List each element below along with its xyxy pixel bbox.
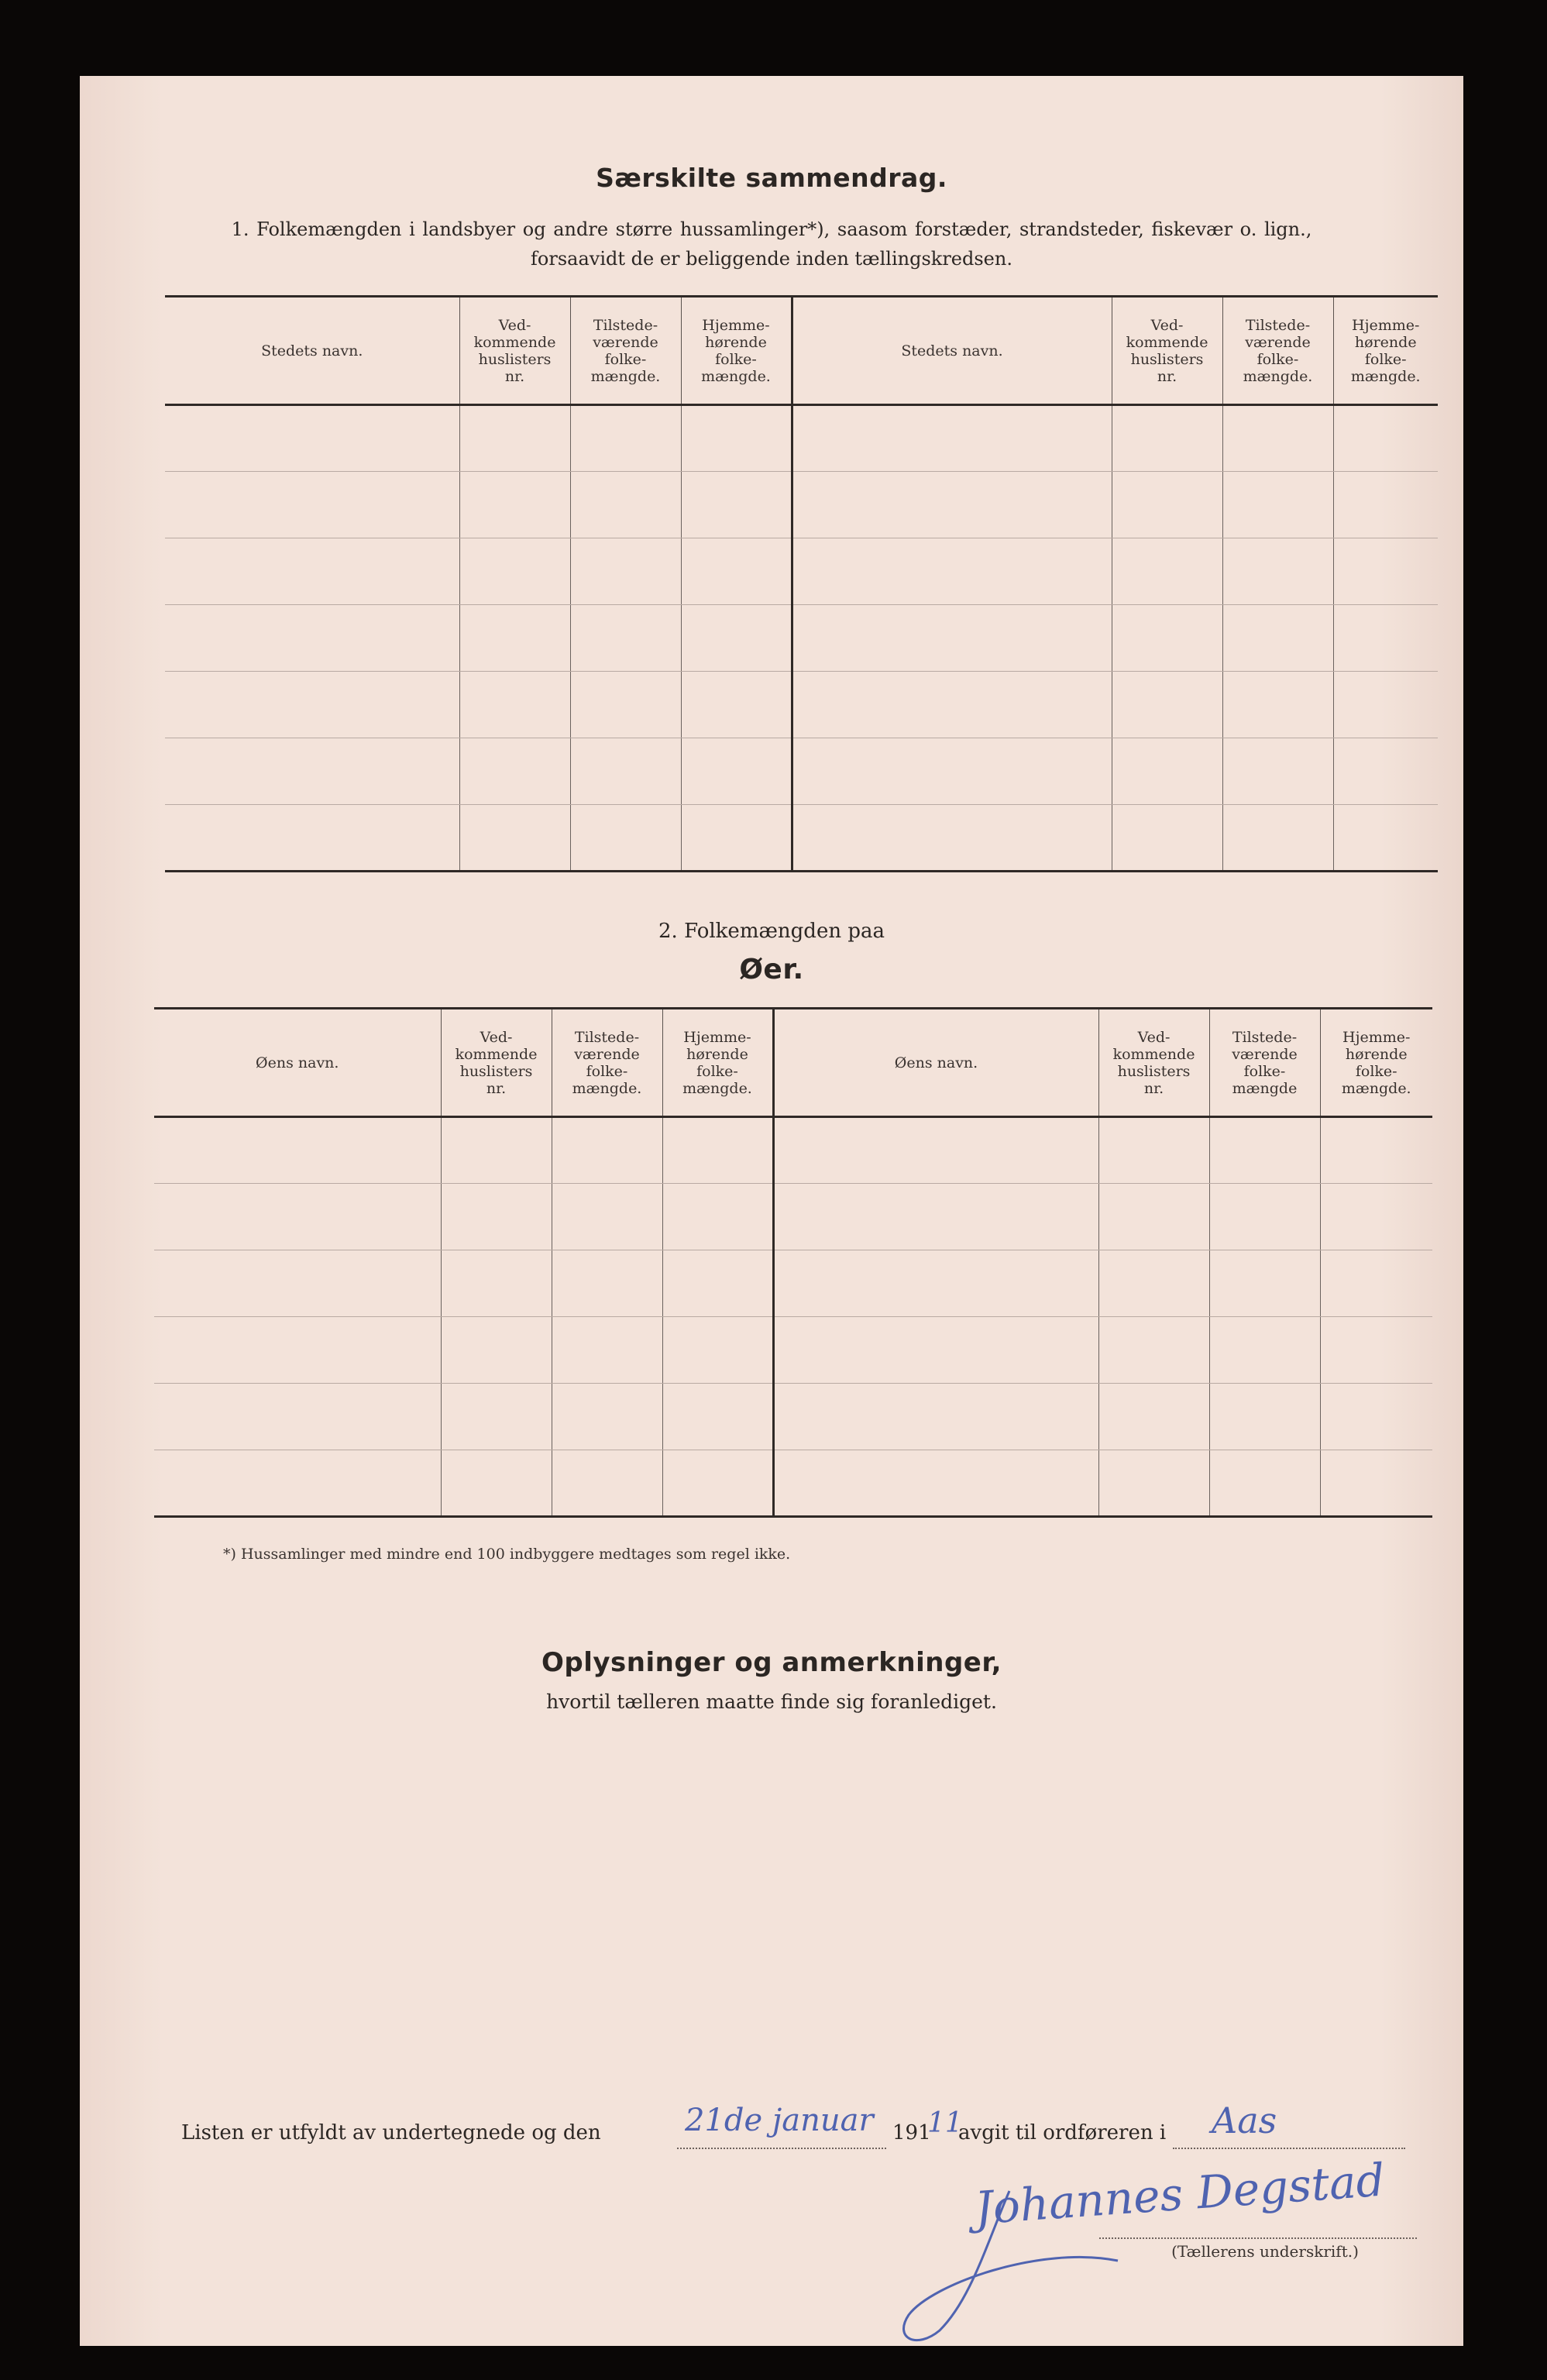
table-cell[interactable]: [459, 405, 570, 472]
place-underline: [1173, 2148, 1405, 2149]
table-cell[interactable]: [1222, 672, 1333, 738]
header-huslisters-nr: Ved- kommende huslisters nr.: [441, 1009, 552, 1117]
table-cell[interactable]: [662, 1384, 773, 1450]
table-cell[interactable]: [459, 605, 570, 672]
table-cell[interactable]: [773, 1317, 1098, 1384]
table-cell[interactable]: [1112, 405, 1222, 472]
table-cell[interactable]: [441, 1184, 552, 1250]
table-cell[interactable]: [773, 1250, 1098, 1317]
table-cell[interactable]: [1320, 1384, 1432, 1450]
table-cell[interactable]: [1098, 1117, 1209, 1184]
table-cell[interactable]: [570, 538, 681, 605]
table-row: [165, 672, 1438, 738]
header-huslisters-nr-right: Ved- kommende huslisters nr.: [1112, 297, 1222, 405]
table-cell[interactable]: [792, 538, 1112, 605]
header-huslisters-nr: Ved- kommende huslisters nr.: [459, 297, 570, 405]
section2-title: Øer.: [739, 954, 804, 985]
signature-underline: [1099, 2237, 1417, 2239]
table-row: [165, 538, 1438, 605]
table-cell[interactable]: [792, 405, 1112, 472]
signoff-line: [181, 2100, 1413, 2160]
header-tilstedevaerende: Tilstede- værende folke- mængde.: [552, 1009, 662, 1117]
header-hjemmehorende: Hjemme- hørende folke- mængde.: [681, 297, 792, 405]
table-row: [165, 405, 1438, 472]
table-cell[interactable]: [1098, 1184, 1209, 1250]
section1-heading-line1: 1. Folkemængden i landsbyer og andre større hussamlinger*), saasom forstæder, strandsteder, fiskevær o. lign.,: [231, 218, 1312, 240]
table-cell[interactable]: [773, 1450, 1098, 1517]
table-cell[interactable]: [1112, 472, 1222, 538]
table-cell[interactable]: [1222, 405, 1333, 472]
table-cell[interactable]: [1112, 605, 1222, 672]
table-cell[interactable]: [552, 1384, 662, 1450]
table-cell[interactable]: [570, 738, 681, 805]
table-cell[interactable]: [459, 738, 570, 805]
table-cell[interactable]: [441, 1317, 552, 1384]
table-cell[interactable]: [1320, 1250, 1432, 1317]
islands-table-header: [154, 1009, 1432, 1117]
header-hjemmehorende: Hjemme- hørende folke- mængde.: [662, 1009, 773, 1117]
table-row: [165, 738, 1438, 805]
census-form-page: [80, 76, 1463, 2346]
table-cell[interactable]: [1333, 538, 1438, 605]
table-cell[interactable]: [570, 805, 681, 872]
table-cell[interactable]: [773, 1384, 1098, 1450]
footnote: *) Hussamlinger med mindre end 100 indbyggere medtages som regel ikke.: [223, 1546, 791, 1563]
islands-table: [154, 1007, 1432, 1518]
table-cell[interactable]: [681, 472, 792, 538]
table-cell[interactable]: [154, 1250, 441, 1317]
table-cell[interactable]: [154, 1117, 441, 1184]
table-row: [165, 605, 1438, 672]
header-tilstedevaerende-right: Tilstede- værende folke- mængde: [1209, 1009, 1320, 1117]
table-cell[interactable]: [1333, 805, 1438, 872]
table-cell[interactable]: [792, 805, 1112, 872]
header-tilstedevaerende-right: Tilstede- værende folke- mængde.: [1222, 297, 1333, 405]
table-cell[interactable]: [1209, 1384, 1320, 1450]
table-cell[interactable]: [1333, 672, 1438, 738]
table-cell[interactable]: [1209, 1250, 1320, 1317]
table-cell[interactable]: [1333, 738, 1438, 805]
table-cell[interactable]: [165, 605, 459, 672]
table-cell[interactable]: [570, 472, 681, 538]
table-cell[interactable]: [1222, 805, 1333, 872]
table-cell[interactable]: [1209, 1184, 1320, 1250]
table-cell[interactable]: [165, 405, 459, 472]
table-row: [165, 472, 1438, 538]
table-cell[interactable]: [681, 605, 792, 672]
table-row: [154, 1250, 1432, 1317]
signoff-prefix: Listen er utfyldt av undertegnede og den: [181, 2121, 601, 2144]
table-cell[interactable]: [165, 738, 459, 805]
table-cell[interactable]: [681, 738, 792, 805]
table-cell[interactable]: [1112, 738, 1222, 805]
table-cell[interactable]: [154, 1317, 441, 1384]
page-title: Særskilte sammendrag.: [596, 163, 947, 193]
table-cell[interactable]: [459, 805, 570, 872]
header-tilstedevaerende: Tilstede- værende folke- mængde.: [570, 297, 681, 405]
table-cell[interactable]: [792, 672, 1112, 738]
table-cell[interactable]: [1333, 605, 1438, 672]
table-cell[interactable]: [1098, 1384, 1209, 1450]
header-hjemmehorende-right: Hjemme- hørende folke- mængde.: [1320, 1009, 1432, 1117]
enumerator-signature[interactable]: Johannes Degstad: [973, 2153, 1387, 2235]
table-cell[interactable]: [1098, 1250, 1209, 1317]
table-cell[interactable]: [662, 1450, 773, 1517]
table-cell[interactable]: [570, 672, 681, 738]
table-cell[interactable]: [662, 1184, 773, 1250]
table-cell[interactable]: [681, 672, 792, 738]
table-row: [154, 1384, 1432, 1450]
table-cell[interactable]: [552, 1450, 662, 1517]
table-cell[interactable]: [1333, 472, 1438, 538]
date-underline: [677, 2148, 886, 2149]
table-cell[interactable]: [154, 1450, 441, 1517]
table-cell[interactable]: [773, 1117, 1098, 1184]
table-cell[interactable]: [1333, 405, 1438, 472]
table-cell[interactable]: [570, 405, 681, 472]
table-cell[interactable]: [1222, 605, 1333, 672]
signoff-year-printed: 191: [892, 2121, 931, 2144]
header-stedets-navn-right: Stedets navn.: [792, 297, 1112, 405]
table-cell[interactable]: [1112, 538, 1222, 605]
table-cell[interactable]: [154, 1384, 441, 1450]
table-cell[interactable]: [1098, 1317, 1209, 1384]
table-cell[interactable]: [552, 1317, 662, 1384]
table-cell[interactable]: [681, 805, 792, 872]
table-cell[interactable]: [792, 472, 1112, 538]
table-cell[interactable]: [1320, 1317, 1432, 1384]
table-cell[interactable]: [1112, 672, 1222, 738]
table-cell[interactable]: [165, 538, 459, 605]
header-oens-navn: Øens navn.: [256, 1054, 339, 1071]
table-cell[interactable]: [1209, 1317, 1320, 1384]
signature-caption: (Tællerens underskrift.): [1171, 2242, 1359, 2261]
signoff-date-field[interactable]: 21de januar: [685, 2103, 874, 2138]
table-cell[interactable]: [165, 472, 459, 538]
table-cell[interactable]: [1222, 738, 1333, 805]
table-row: [165, 805, 1438, 872]
table-cell[interactable]: [459, 472, 570, 538]
table-cell[interactable]: [662, 1317, 773, 1384]
table-cell[interactable]: [1320, 1117, 1432, 1184]
table-cell[interactable]: [1209, 1117, 1320, 1184]
table-cell[interactable]: [570, 605, 681, 672]
table-cell[interactable]: [1112, 805, 1222, 872]
table-cell[interactable]: [681, 538, 792, 605]
table-cell[interactable]: [154, 1184, 441, 1250]
table-cell[interactable]: [1222, 538, 1333, 605]
table-cell[interactable]: [552, 1250, 662, 1317]
table-row: [154, 1184, 1432, 1250]
remarks-title: Oplysninger og anmerkninger,: [541, 1647, 1002, 1678]
table-cell[interactable]: [441, 1450, 552, 1517]
header-stedets-navn: Stedets navn.: [261, 342, 363, 359]
table-cell[interactable]: [165, 805, 459, 872]
table-cell[interactable]: [441, 1117, 552, 1184]
table-cell[interactable]: [1209, 1450, 1320, 1517]
table-cell[interactable]: [459, 672, 570, 738]
section2-heading-line: 2. Folkemængden paa: [658, 920, 885, 943]
table-cell[interactable]: [773, 1184, 1098, 1250]
table-cell[interactable]: [165, 672, 459, 738]
table-cell[interactable]: [662, 1250, 773, 1317]
signoff-year-field[interactable]: 11: [927, 2107, 963, 2139]
signoff-place-field[interactable]: Aas: [1212, 2100, 1277, 2141]
table-cell[interactable]: [459, 538, 570, 605]
settlements-table: [165, 295, 1438, 872]
table-cell[interactable]: [552, 1184, 662, 1250]
table-cell[interactable]: [1320, 1184, 1432, 1250]
table-cell[interactable]: [681, 405, 792, 472]
header-hjemmehorende-right: Hjemme- hørende folke- mængde.: [1333, 297, 1438, 405]
table-cell[interactable]: [792, 738, 1112, 805]
table-cell[interactable]: [552, 1117, 662, 1184]
table-cell[interactable]: [792, 605, 1112, 672]
header-oens-navn-right: Øens navn.: [773, 1009, 1098, 1117]
header-huslisters-nr-right: Ved- kommende huslisters nr.: [1098, 1009, 1209, 1117]
table-row: [154, 1117, 1432, 1184]
table-cell[interactable]: [1222, 472, 1333, 538]
table-cell[interactable]: [1320, 1450, 1432, 1517]
remarks-subtitle: hvortil tælleren maatte finde sig foranlediget.: [546, 1690, 997, 1713]
settlements-table-header: [165, 297, 1438, 405]
table-row: [154, 1317, 1432, 1384]
table-row: [154, 1450, 1432, 1517]
table-cell[interactable]: [1098, 1450, 1209, 1517]
signoff-middle: avgit til ordføreren i: [958, 2121, 1167, 2144]
table-cell[interactable]: [441, 1250, 552, 1317]
section1-heading-line2: forsaavidt de er beliggende inden tællingskredsen.: [531, 248, 1012, 270]
table-cell[interactable]: [662, 1117, 773, 1184]
table-cell[interactable]: [441, 1384, 552, 1450]
signature-flourish: [885, 2175, 1381, 2354]
